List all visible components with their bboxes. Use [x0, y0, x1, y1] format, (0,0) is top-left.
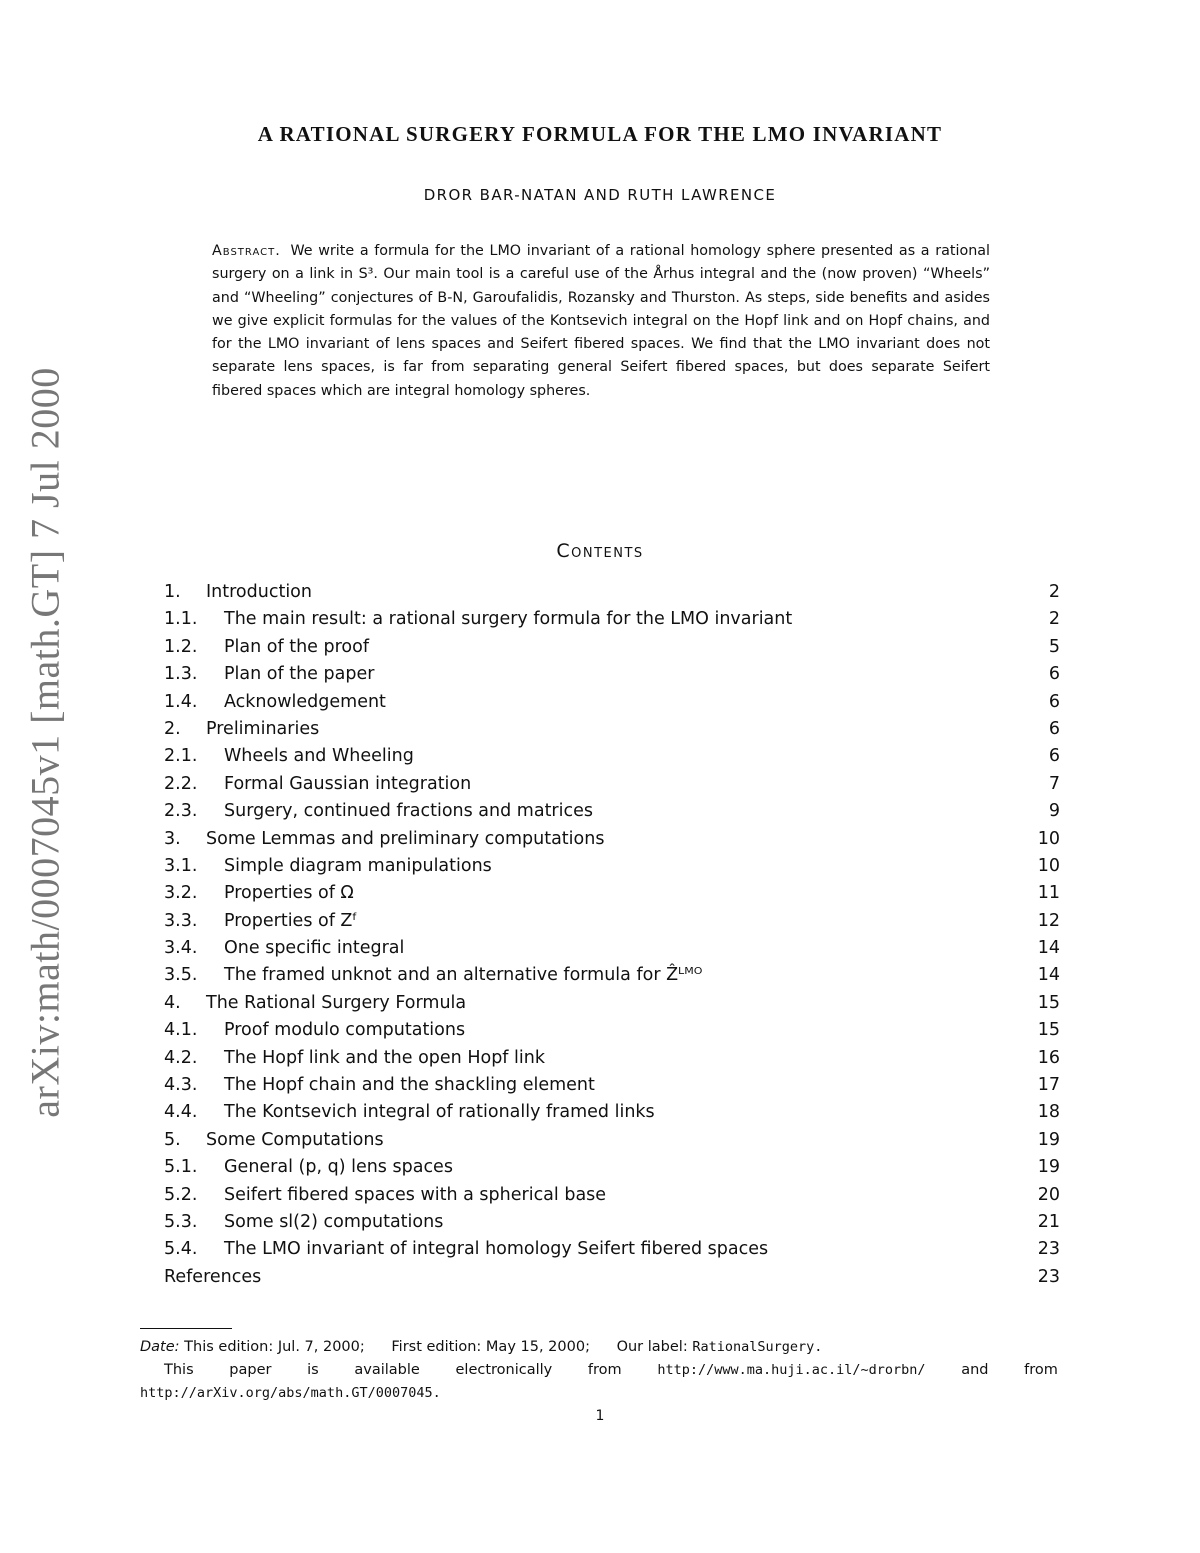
toc-entry[interactable] — [164, 1267, 1060, 1294]
toc-entry-number: 4. — [164, 992, 181, 1013]
footnote-dates — [140, 1336, 1058, 1359]
toc-entry-page: 10 — [1037, 828, 1060, 849]
toc-entry-page: 23 — [1037, 1266, 1060, 1287]
toc-entry-page: 9 — [1048, 801, 1060, 822]
abstract — [212, 240, 990, 403]
footnote-rule — [140, 1328, 232, 1329]
abstract-text: We write a formula for the LMO invariant of a rational homology sphere presented as a rational surgery on a link in S³. Our main tool is a careful use of the Århus integral and the (now proven) “Wheels” and “Wheeling” conjectures of B-N, Garoufalidis, Rozansky and Thurston. As steps, side benefits and asides we give explicit formulas for the values of the Kontsevich integral on the Hopf link and on Hopf chains, and for the LMO invariant of lens spaces and Seifert fibered spaces. We find that the LMO invariant does not separate lens spaces, is far from separating general Seifert fibered spaces, but does separate Seifert fibered spaces which are integral homology spheres. — [212, 243, 990, 399]
toc-entry-page: 7 — [1048, 773, 1060, 794]
toc-entry[interactable] — [164, 1239, 1060, 1266]
toc-entry-page: 23 — [1037, 1239, 1060, 1260]
toc-entry[interactable] — [164, 582, 1060, 609]
toc-entry-title: The Kontsevich integral of rationally framed links — [224, 1102, 655, 1123]
toc-entry[interactable] — [164, 911, 1060, 938]
footnote — [140, 1336, 1058, 1405]
toc-entry-number: 4.1. — [164, 1020, 198, 1041]
toc-entry-page: 21 — [1037, 1211, 1060, 1232]
toc-entry-page: 19 — [1037, 1129, 1060, 1150]
toc-entry-number: 5.3. — [164, 1211, 198, 1232]
table-of-contents — [164, 582, 1060, 1294]
arxiv-identifier: arXiv:math/0007045v1 [math.GT] 7 Jul 2000 — [22, 366, 68, 1118]
toc-entry-page: 20 — [1037, 1184, 1060, 1205]
toc-entry-page: 15 — [1037, 1020, 1060, 1041]
toc-entry-number: 2.3. — [164, 801, 198, 822]
toc-entry-number: 3.5. — [164, 965, 198, 986]
toc-entry-page: 10 — [1037, 855, 1060, 876]
toc-entry-page: 18 — [1037, 1102, 1060, 1123]
toc-entry[interactable] — [164, 609, 1060, 636]
toc-entry-number: 5.2. — [164, 1184, 198, 1205]
toc-entry-page: 6 — [1048, 664, 1060, 685]
availability-word: from — [1024, 1362, 1058, 1378]
availability-word: paper — [229, 1362, 272, 1378]
toc-entry[interactable] — [164, 1212, 1060, 1239]
toc-entry-page: 12 — [1037, 910, 1060, 931]
toc-entry-title: Properties of Zᶠ — [224, 910, 358, 931]
toc-entry-title: Some Lemmas and preliminary computations — [206, 828, 605, 849]
toc-entry-number: 3.2. — [164, 883, 198, 904]
toc-entry-number: 1.2. — [164, 636, 198, 657]
toc-entry-title: Preliminaries — [206, 718, 320, 739]
toc-entry[interactable] — [164, 1157, 1060, 1184]
toc-entry-title: The LMO invariant of integral homology Seifert fibered spaces — [224, 1239, 769, 1260]
arxiv-url[interactable]: http://arXiv.org/abs/math.GT/0007045. — [140, 1385, 441, 1401]
toc-entry-number: 1. — [164, 582, 181, 602]
toc-entry-number: 5.1. — [164, 1157, 198, 1178]
paper-authors: DROR BAR-NATAN AND RUTH LAWRENCE — [423, 186, 777, 204]
toc-entry-page: 11 — [1037, 883, 1060, 904]
toc-entry-number: 4.3. — [164, 1075, 198, 1096]
toc-entry-page: 2 — [1048, 582, 1060, 602]
first-edition: First edition: May 15, 2000; — [391, 1339, 590, 1355]
toc-entry[interactable] — [164, 746, 1060, 773]
toc-entry-page: 5 — [1048, 636, 1060, 657]
toc-entry-page: 14 — [1037, 965, 1060, 986]
toc-entry-title: The Hopf chain and the shackling element — [224, 1075, 595, 1096]
toc-entry-title: Proof modulo computations — [224, 1020, 466, 1041]
toc-entry-number: 4.2. — [164, 1047, 198, 1068]
toc-entry-number: 3.4. — [164, 938, 198, 959]
toc-entry-title: Some sl(2) computations — [224, 1211, 444, 1232]
toc-entry-page: 6 — [1048, 718, 1060, 739]
toc-entry-title: Some Computations — [206, 1129, 384, 1150]
paper-title: A RATIONAL SURGERY FORMULA FOR THE LMO INVARIANT — [257, 122, 943, 146]
toc-entry-page: 17 — [1037, 1075, 1060, 1096]
toc-entry-number: 2.1. — [164, 746, 198, 767]
toc-entry[interactable] — [164, 1130, 1060, 1157]
toc-entry-title: Seifert fibered spaces with a spherical base — [224, 1184, 607, 1205]
toc-entry[interactable] — [164, 692, 1060, 719]
toc-entry[interactable] — [164, 829, 1060, 856]
availability-word: from — [587, 1362, 622, 1378]
toc-entry-number: 2.2. — [164, 773, 198, 794]
toc-entry-title: The framed unknot and an alternative formula for Ẑᴸᴹᴼ — [224, 965, 703, 986]
toc-entry-title: Plan of the paper — [224, 664, 375, 685]
toc-entry-page: 19 — [1037, 1157, 1060, 1178]
toc-entry-title: Wheels and Wheeling — [224, 746, 414, 767]
homepage-url[interactable]: http://www.ma.huji.ac.il/~drorbn/ — [657, 1362, 926, 1378]
toc-entry-number: 3.1. — [164, 855, 198, 876]
toc-entry-page: 16 — [1037, 1047, 1060, 1068]
toc-entry-title: Simple diagram manipulations — [224, 855, 492, 876]
arxiv-sidebar-stamp — [8, 352, 82, 1132]
availability-word: This — [164, 1362, 194, 1378]
toc-entry[interactable] — [164, 637, 1060, 664]
toc-entry-number: 5. — [164, 1129, 181, 1150]
toc-entry[interactable] — [164, 993, 1060, 1020]
contents-heading: Contents — [556, 540, 644, 562]
toc-entry[interactable] — [164, 664, 1060, 691]
toc-entry-title: The Rational Surgery Formula — [206, 992, 467, 1013]
toc-entry-title: Properties of Ω — [224, 883, 354, 904]
toc-entry[interactable] — [164, 938, 1060, 965]
toc-entry-title: The Hopf link and the open Hopf link — [224, 1047, 545, 1068]
toc-entry-number: 1.1. — [164, 609, 198, 630]
our-label-value: RationalSurgery. — [692, 1339, 823, 1355]
toc-entry[interactable] — [164, 1048, 1060, 1075]
availability-line — [140, 1359, 1058, 1382]
toc-entry[interactable] — [164, 1185, 1060, 1212]
toc-entry-title: Surgery, continued fractions and matrices — [224, 801, 593, 822]
this-edition: This edition: Jul. 7, 2000; — [184, 1339, 365, 1355]
toc-entry-page: 14 — [1037, 938, 1060, 959]
toc-entry-title: One specific integral — [224, 938, 405, 959]
availability-word: and — [961, 1362, 989, 1378]
toc-entry[interactable] — [164, 1102, 1060, 1129]
toc-entry-page: 2 — [1048, 609, 1060, 630]
toc-entry-title: General (p, q) lens spaces — [224, 1157, 453, 1178]
availability-word: available — [354, 1362, 420, 1378]
toc-entry[interactable] — [164, 1075, 1060, 1102]
toc-entry[interactable] — [164, 719, 1060, 746]
toc-entry-number: 1.3. — [164, 664, 198, 685]
toc-entry-title: The main result: a rational surgery formula for the LMO invariant — [224, 609, 793, 630]
toc-entry[interactable] — [164, 801, 1060, 828]
toc-entry-page: 6 — [1048, 691, 1060, 712]
toc-entry-title: Plan of the proof — [224, 636, 369, 657]
toc-entry-title: Acknowledgement — [224, 691, 386, 712]
toc-entry-page: 15 — [1037, 992, 1060, 1013]
our-label-text: Our label: — [616, 1339, 688, 1355]
toc-entry-number: 4.4. — [164, 1102, 198, 1123]
date-label: Date: — [140, 1339, 180, 1355]
toc-entry[interactable] — [164, 965, 1060, 992]
toc-entry[interactable] — [164, 856, 1060, 883]
availability-word: is — [307, 1362, 319, 1378]
toc-entry-number: 2. — [164, 718, 181, 739]
toc-entry-number: 3. — [164, 828, 181, 849]
toc-entry[interactable] — [164, 883, 1060, 910]
toc-entry-number: 1.4. — [164, 691, 198, 712]
availability-word: electronically — [455, 1362, 553, 1378]
toc-entry[interactable] — [164, 1020, 1060, 1047]
page-number: 1 — [595, 1408, 605, 1424]
toc-entry-number: 5.4. — [164, 1239, 198, 1260]
toc-entry-title: References — [164, 1266, 262, 1287]
toc-entry-page: 6 — [1048, 746, 1060, 767]
toc-entry-title: Introduction — [206, 582, 312, 602]
toc-entry-title: Formal Gaussian integration — [224, 773, 472, 794]
toc-entry-number: 3.3. — [164, 910, 198, 931]
abstract-label: Abstract. — [212, 243, 281, 259]
toc-entry[interactable] — [164, 774, 1060, 801]
